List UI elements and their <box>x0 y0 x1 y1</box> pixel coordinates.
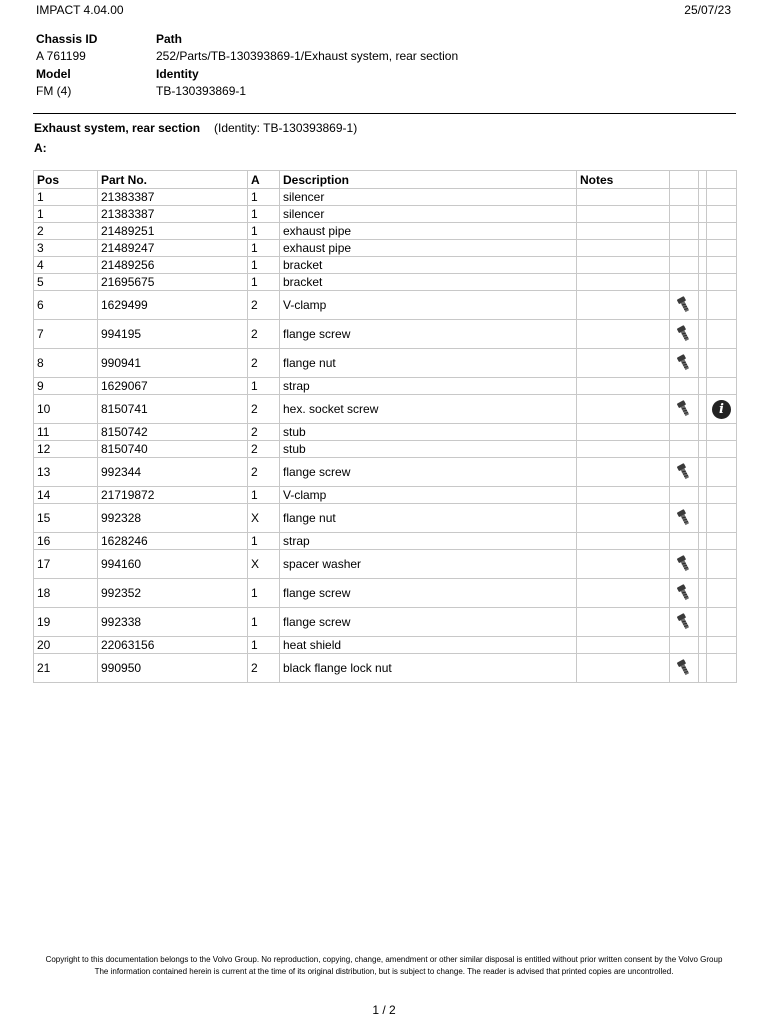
cell-part-no: 21719872 <box>98 487 248 504</box>
cell-description: strap <box>280 378 577 395</box>
table-row <box>34 533 737 550</box>
cell-part-no: 1629499 <box>98 291 248 320</box>
app-name: IMPACT 4.04.00 <box>36 3 124 17</box>
table-row <box>34 504 737 533</box>
footer-disclaimer: The information contained herein is current at the time of its original distribution, but is subject to change. The reader is advised that printed copies are uncontrolled. <box>94 967 674 976</box>
cell-part-no: 990941 <box>98 349 248 378</box>
table-row <box>34 257 737 274</box>
cell-a: 2 <box>248 291 280 320</box>
cell-part-no: 8150741 <box>98 395 248 424</box>
table-row <box>34 189 737 206</box>
info-icon[interactable]: i <box>712 400 731 419</box>
cell-pos: 9 <box>34 378 98 395</box>
table-row <box>34 608 737 637</box>
table-row <box>34 274 737 291</box>
cell-a: 1 <box>248 487 280 504</box>
cell-icon <box>670 487 699 504</box>
cell-description: bracket <box>280 274 577 291</box>
cell-part-no: 22063156 <box>98 637 248 654</box>
cell-spacer <box>699 424 707 441</box>
cell-description: spacer washer <box>280 550 577 579</box>
cell-info <box>707 550 737 579</box>
cell-spacer <box>699 240 707 257</box>
cell-notes <box>577 189 670 206</box>
table-row <box>34 487 737 504</box>
cell-notes <box>577 458 670 487</box>
cell-pos: 2 <box>34 223 98 240</box>
cell-spacer <box>699 487 707 504</box>
cell-description: flange nut <box>280 349 577 378</box>
table-row <box>34 637 737 654</box>
cell-description: silencer <box>280 189 577 206</box>
cell-pos: 21 <box>34 654 98 683</box>
cell-part-no: 21383387 <box>98 189 248 206</box>
cell-description: flange nut <box>280 504 577 533</box>
cell-info <box>707 378 737 395</box>
cell-description: exhaust pipe <box>280 240 577 257</box>
cell-a: 2 <box>248 349 280 378</box>
identity-label: Identity <box>156 67 199 81</box>
cell-spacer <box>699 223 707 240</box>
cell-spacer <box>699 533 707 550</box>
cell-icon <box>670 424 699 441</box>
cell-a: 2 <box>248 320 280 349</box>
cell-icon <box>670 240 699 257</box>
cell-description: V-clamp <box>280 487 577 504</box>
screw-icon[interactable] <box>677 296 691 314</box>
cell-description: flange screw <box>280 608 577 637</box>
cell-notes <box>577 291 670 320</box>
cell-part-no: 8150740 <box>98 441 248 458</box>
cell-icon <box>670 257 699 274</box>
cell-pos: 4 <box>34 257 98 274</box>
cell-info <box>707 637 737 654</box>
cell-description: black flange lock nut <box>280 654 577 683</box>
cell-spacer <box>699 504 707 533</box>
screw-icon[interactable] <box>677 584 691 602</box>
cell-info <box>707 349 737 378</box>
cell-notes <box>577 274 670 291</box>
cell-part-no: 21489251 <box>98 223 248 240</box>
cell-a: 2 <box>248 424 280 441</box>
cell-icon <box>670 395 699 424</box>
cell-description: bracket <box>280 257 577 274</box>
cell-notes <box>577 654 670 683</box>
chassis-id-label: Chassis ID <box>36 32 98 46</box>
table-row <box>34 579 737 608</box>
table-row <box>34 654 737 683</box>
cell-part-no: 990950 <box>98 654 248 683</box>
cell-notes <box>577 533 670 550</box>
path-value: 252/Parts/TB-130393869-1/Exhaust system, rear section <box>156 49 459 63</box>
table-row <box>34 240 737 257</box>
cell-notes <box>577 223 670 240</box>
print-date: 25/07/23 <box>684 3 731 17</box>
cell-a: 1 <box>248 579 280 608</box>
cell-a: 1 <box>248 608 280 637</box>
screw-icon[interactable] <box>677 555 691 573</box>
cell-icon <box>670 654 699 683</box>
cell-description: stub <box>280 441 577 458</box>
cell-icon <box>670 458 699 487</box>
cell-icon <box>670 349 699 378</box>
cell-description: stub <box>280 424 577 441</box>
cell-a: 2 <box>248 441 280 458</box>
col-header-spacer <box>699 171 707 189</box>
cell-spacer <box>699 441 707 458</box>
cell-a: 1 <box>248 378 280 395</box>
cell-part-no: 992352 <box>98 579 248 608</box>
cell-part-no: 992338 <box>98 608 248 637</box>
cell-notes <box>577 579 670 608</box>
cell-info <box>707 504 737 533</box>
table-row <box>34 395 737 424</box>
cell-spacer <box>699 458 707 487</box>
cell-pos: 10 <box>34 395 98 424</box>
cell-description: heat shield <box>280 637 577 654</box>
screw-icon[interactable] <box>677 400 691 418</box>
table-row <box>34 378 737 395</box>
cell-part-no: 21489247 <box>98 240 248 257</box>
table-header-row <box>34 171 737 189</box>
cell-a: 1 <box>248 274 280 291</box>
cell-spacer <box>699 257 707 274</box>
cell-spacer <box>699 349 707 378</box>
cell-spacer <box>699 395 707 424</box>
cell-a: X <box>248 550 280 579</box>
cell-description: exhaust pipe <box>280 223 577 240</box>
col-header-info <box>707 171 737 189</box>
cell-spacer <box>699 550 707 579</box>
cell-pos: 19 <box>34 608 98 637</box>
cell-info <box>707 608 737 637</box>
cell-notes <box>577 257 670 274</box>
cell-notes <box>577 441 670 458</box>
cell-pos: 3 <box>34 240 98 257</box>
identity-value: TB-130393869-1 <box>156 84 247 98</box>
cell-description: strap <box>280 533 577 550</box>
cell-spacer <box>699 654 707 683</box>
cell-a: 1 <box>248 637 280 654</box>
cell-icon <box>670 608 699 637</box>
cell-a: 1 <box>248 240 280 257</box>
cell-description: flange screw <box>280 579 577 608</box>
cell-info <box>707 441 737 458</box>
section-a-label: A: <box>34 141 47 155</box>
table-row <box>34 458 737 487</box>
cell-notes <box>577 504 670 533</box>
cell-icon <box>670 189 699 206</box>
cell-info <box>707 291 737 320</box>
cell-description: flange screw <box>280 320 577 349</box>
cell-notes <box>577 378 670 395</box>
screw-icon[interactable] <box>677 509 691 527</box>
table-row <box>34 223 737 240</box>
table-row <box>34 291 737 320</box>
cell-pos: 5 <box>34 274 98 291</box>
cell-a: 1 <box>248 257 280 274</box>
cell-spacer <box>699 189 707 206</box>
cell-pos: 1 <box>34 206 98 223</box>
cell-icon <box>670 504 699 533</box>
cell-icon <box>670 291 699 320</box>
cell-part-no: 994160 <box>98 550 248 579</box>
model-value: FM (4) <box>36 84 72 98</box>
cell-icon <box>670 550 699 579</box>
cell-spacer <box>699 206 707 223</box>
cell-icon <box>670 637 699 654</box>
cell-part-no: 992344 <box>98 458 248 487</box>
cell-pos: 7 <box>34 320 98 349</box>
cell-part-no: 21383387 <box>98 206 248 223</box>
cell-notes <box>577 240 670 257</box>
col-header-icon <box>670 171 699 189</box>
cell-notes <box>577 550 670 579</box>
cell-pos: 11 <box>34 424 98 441</box>
table-row <box>34 349 737 378</box>
cell-pos: 16 <box>34 533 98 550</box>
cell-a: 1 <box>248 223 280 240</box>
cell-part-no: 8150742 <box>98 424 248 441</box>
cell-a: 1 <box>248 189 280 206</box>
header-separator <box>33 113 736 114</box>
col-header-description: Description <box>280 171 577 189</box>
cell-pos: 17 <box>34 550 98 579</box>
cell-info <box>707 487 737 504</box>
cell-part-no: 21489256 <box>98 257 248 274</box>
screw-icon[interactable] <box>677 325 691 343</box>
cell-info <box>707 274 737 291</box>
cell-info <box>707 654 737 683</box>
cell-info <box>707 189 737 206</box>
cell-part-no: 1628246 <box>98 533 248 550</box>
cell-a: 2 <box>248 395 280 424</box>
cell-notes <box>577 487 670 504</box>
chassis-id-value: A 761199 <box>36 49 86 63</box>
cell-a: 2 <box>248 654 280 683</box>
cell-icon <box>670 223 699 240</box>
cell-icon <box>670 274 699 291</box>
cell-description: silencer <box>280 206 577 223</box>
cell-pos: 18 <box>34 579 98 608</box>
screw-icon[interactable] <box>677 463 691 481</box>
cell-a: 2 <box>248 458 280 487</box>
cell-notes <box>577 424 670 441</box>
screw-icon[interactable] <box>677 613 691 631</box>
cell-spacer <box>699 291 707 320</box>
cell-spacer <box>699 579 707 608</box>
cell-info <box>707 579 737 608</box>
cell-pos: 14 <box>34 487 98 504</box>
cell-info <box>707 395 737 424</box>
cell-notes <box>577 608 670 637</box>
footer-copyright: Copyright to this documentation belongs to the Volvo Group. No reproduction, copying, change, amendment or other similar disposal is entitled without prior written consent by the Volvo Group <box>45 955 723 964</box>
cell-part-no: 992328 <box>98 504 248 533</box>
cell-a: 1 <box>248 533 280 550</box>
parts-table-body <box>34 189 737 683</box>
cell-notes <box>577 206 670 223</box>
cell-pos: 15 <box>34 504 98 533</box>
cell-notes <box>577 349 670 378</box>
cell-info <box>707 240 737 257</box>
cell-info <box>707 533 737 550</box>
cell-pos: 6 <box>34 291 98 320</box>
cell-pos: 13 <box>34 458 98 487</box>
cell-info <box>707 424 737 441</box>
cell-pos: 20 <box>34 637 98 654</box>
cell-part-no: 1629067 <box>98 378 248 395</box>
cell-info <box>707 257 737 274</box>
cell-part-no: 994195 <box>98 320 248 349</box>
cell-spacer <box>699 608 707 637</box>
cell-info <box>707 223 737 240</box>
cell-info <box>707 458 737 487</box>
section-identity: (Identity: TB-130393869-1) <box>214 121 358 135</box>
cell-description: hex. socket screw <box>280 395 577 424</box>
cell-icon <box>670 441 699 458</box>
cell-spacer <box>699 320 707 349</box>
cell-notes <box>577 637 670 654</box>
cell-notes <box>577 395 670 424</box>
cell-info <box>707 320 737 349</box>
col-header-notes: Notes <box>577 171 670 189</box>
cell-pos: 8 <box>34 349 98 378</box>
table-row <box>34 441 737 458</box>
table-row <box>34 424 737 441</box>
parts-table <box>33 170 737 683</box>
cell-icon <box>670 579 699 608</box>
cell-notes <box>577 320 670 349</box>
path-label: Path <box>156 32 183 46</box>
cell-spacer <box>699 637 707 654</box>
cell-description: V-clamp <box>280 291 577 320</box>
cell-pos: 1 <box>34 189 98 206</box>
cell-icon <box>670 378 699 395</box>
cell-spacer <box>699 378 707 395</box>
cell-icon <box>670 206 699 223</box>
page-number: 1 / 2 <box>372 1003 396 1017</box>
cell-icon <box>670 320 699 349</box>
cell-pos: 12 <box>34 441 98 458</box>
table-row <box>34 550 737 579</box>
cell-a: 1 <box>248 206 280 223</box>
col-header-a: A <box>248 171 280 189</box>
cell-icon <box>670 533 699 550</box>
col-header-pos: Pos <box>34 171 98 189</box>
screw-icon[interactable] <box>677 659 691 677</box>
col-header-part-no: Part No. <box>98 171 248 189</box>
cell-description: flange screw <box>280 458 577 487</box>
cell-info <box>707 206 737 223</box>
table-row <box>34 206 737 223</box>
section-title: Exhaust system, rear section <box>34 121 201 135</box>
cell-a: X <box>248 504 280 533</box>
footer <box>30 954 738 978</box>
cell-part-no: 21695675 <box>98 274 248 291</box>
screw-icon[interactable] <box>677 354 691 372</box>
model-label: Model <box>36 67 71 81</box>
table-row <box>34 320 737 349</box>
cell-spacer <box>699 274 707 291</box>
